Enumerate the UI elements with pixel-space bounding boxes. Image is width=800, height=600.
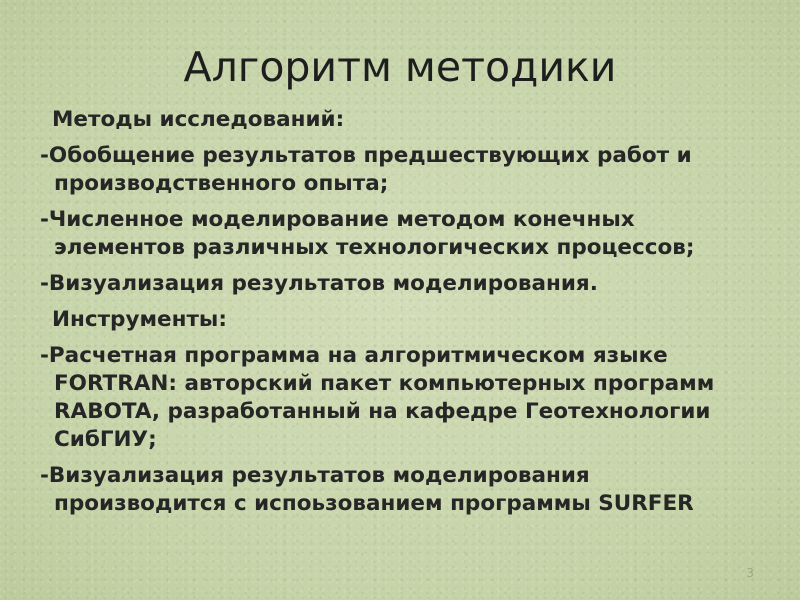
bullet-generalization: -Обобщение результатов предшествующих работ и производственного опыта; <box>40 143 692 196</box>
bullet-fortran-program: -Расчетная программа на алгоритмическом языке FORTRAN: авторский пакет компьютерных программ RABOTA, разработанный на кафедре Геотехнологии СибГИУ; <box>40 343 715 452</box>
section-heading-methods: Методы исследований: <box>52 107 345 132</box>
bullet-numerical-modeling: -Численное моделирование методом конечных элементов различных технологических процессов; <box>40 207 695 260</box>
slide-body <box>40 106 760 526</box>
page-number: 3 <box>746 566 754 580</box>
bullet-surfer-visualization: -Визуализация результатов моделирования производится с испоьзованием программы SURFER <box>40 463 694 516</box>
bullet-visualization: -Визуализация результатов моделирования. <box>40 271 598 296</box>
slide-title: Алгоритм методики <box>183 43 617 91</box>
section-heading-tools: Инструменты: <box>52 307 227 332</box>
